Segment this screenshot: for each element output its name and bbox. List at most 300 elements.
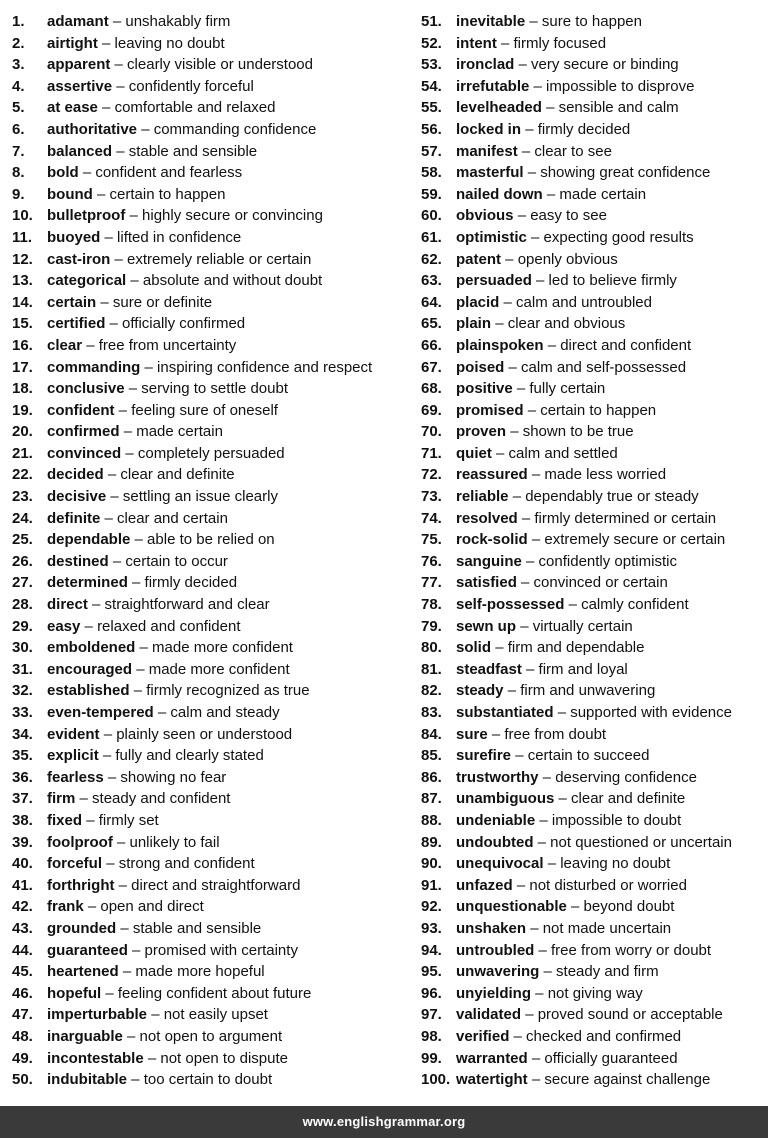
entry-number: 76. xyxy=(421,552,442,570)
entry-term: categorical xyxy=(47,272,127,290)
entry-term: resolved xyxy=(456,509,518,527)
entry-separator: – xyxy=(558,790,567,808)
entry-text xyxy=(47,551,228,573)
entry-definition: leaving no doubt xyxy=(114,34,225,52)
entry-number: 39. xyxy=(12,833,33,851)
entry-term: bound xyxy=(47,185,93,203)
word-entry xyxy=(12,33,408,55)
entry-separator: – xyxy=(543,963,552,981)
entry-text xyxy=(456,680,655,702)
entry-separator: – xyxy=(536,272,545,290)
entry-separator: – xyxy=(526,552,535,570)
word-entry xyxy=(421,875,766,897)
entry-term: obvious xyxy=(456,207,514,225)
word-entry xyxy=(421,637,766,659)
entry-term: optimistic xyxy=(456,228,527,246)
entry-definition: firm and unwavering xyxy=(520,682,656,700)
word-entry xyxy=(421,1004,766,1026)
word-entry xyxy=(421,616,766,638)
entry-number: 79. xyxy=(421,617,442,635)
entry-term: unwavering xyxy=(456,963,540,981)
entry-term: heartened xyxy=(47,963,119,981)
entry-term: foolproof xyxy=(47,833,113,851)
entry-number: 73. xyxy=(421,488,442,506)
entry-term: authoritative xyxy=(47,120,138,138)
entry-text xyxy=(47,54,313,76)
entry-term: cast-iron xyxy=(47,250,111,268)
entry-number: 14. xyxy=(12,293,33,311)
entry-separator: – xyxy=(147,1049,157,1067)
entry-definition: showing great confidence xyxy=(540,164,711,182)
entry-separator: – xyxy=(495,315,504,333)
entry-number: 40. xyxy=(12,855,33,873)
entry-term: clear xyxy=(47,336,83,354)
entry-number: 93. xyxy=(421,919,442,937)
entry-text xyxy=(47,940,298,962)
entry-term: intent xyxy=(456,34,497,52)
word-entry xyxy=(12,680,408,702)
entry-separator: – xyxy=(533,77,542,95)
entry-number: 9. xyxy=(12,185,25,203)
entry-text xyxy=(456,702,732,724)
word-entry xyxy=(12,1069,408,1091)
word-entry xyxy=(12,76,408,98)
entry-number: 72. xyxy=(421,466,442,484)
entry-term: verified xyxy=(456,1027,510,1045)
entry-definition: expecting good results xyxy=(543,228,694,246)
entry-separator: – xyxy=(157,704,167,721)
entry-term: forthright xyxy=(47,876,115,894)
entry-definition: serving to settle doubt xyxy=(141,380,288,398)
entry-separator: – xyxy=(151,1006,160,1024)
word-entry xyxy=(421,1026,766,1048)
word-entry xyxy=(12,810,408,832)
word-entry xyxy=(12,270,408,292)
entry-separator: – xyxy=(84,617,93,635)
entry-text xyxy=(47,896,204,918)
entry-term: decided xyxy=(47,466,104,484)
entry-definition: clear and definite xyxy=(120,466,235,484)
entry-definition: too certain to doubt xyxy=(143,1071,273,1089)
entry-definition: inspiring confidence and respect xyxy=(157,358,373,376)
entry-definition: certain to succeed xyxy=(527,747,650,765)
entry-text xyxy=(47,961,265,983)
entry-definition: firmly decided xyxy=(144,574,238,592)
entry-term: bold xyxy=(47,164,79,182)
entry-number: 13. xyxy=(12,272,33,290)
entry-term: ironclad xyxy=(456,56,515,74)
entry-text xyxy=(456,918,671,940)
word-entry xyxy=(12,896,408,918)
entry-separator: – xyxy=(525,120,534,138)
entry-definition: calm and steady xyxy=(170,704,280,721)
word-entry xyxy=(421,853,766,875)
entry-term: apparent xyxy=(47,56,111,74)
entry-separator: – xyxy=(129,207,138,225)
entry-number: 32. xyxy=(12,682,33,700)
entry-text xyxy=(47,162,242,184)
word-entry xyxy=(421,54,766,76)
entry-term: even-tempered xyxy=(47,704,154,721)
word-entry xyxy=(12,572,408,594)
entry-separator: – xyxy=(525,1006,534,1024)
entry-term: manifest xyxy=(456,142,518,160)
entry-separator: – xyxy=(141,120,150,138)
entry-separator: – xyxy=(510,423,519,441)
entry-term: assertive xyxy=(47,77,113,95)
word-entry xyxy=(12,745,408,767)
entry-term: steadfast xyxy=(456,660,522,678)
entry-definition: free from worry or doubt xyxy=(551,941,712,959)
entry-separator: – xyxy=(123,423,133,441)
entry-term: substantiated xyxy=(456,704,554,721)
entry-separator: – xyxy=(125,444,134,462)
entry-number: 10. xyxy=(12,207,33,225)
word-entry xyxy=(421,680,766,702)
entry-definition: steady and confident xyxy=(92,790,231,808)
word-entry xyxy=(12,335,408,357)
entry-definition: sure to happen xyxy=(541,13,642,30)
entry-term: emboldened xyxy=(47,639,136,657)
word-entry xyxy=(12,788,408,810)
word-entry xyxy=(12,97,408,119)
entry-term: masterful xyxy=(456,164,524,182)
entry-text xyxy=(47,141,257,163)
word-entry xyxy=(421,983,766,1005)
entry-text xyxy=(456,529,725,551)
entry-number: 95. xyxy=(421,963,442,981)
entry-term: promised xyxy=(456,401,524,419)
word-entry xyxy=(421,357,766,379)
entry-number: 89. xyxy=(421,833,442,851)
entry-separator: – xyxy=(110,488,119,506)
entry-term: watertight xyxy=(456,1071,528,1089)
word-entry xyxy=(421,11,766,33)
entry-number: 46. xyxy=(12,984,33,1002)
entry-term: firm xyxy=(47,790,76,808)
entry-separator: – xyxy=(512,488,522,506)
entry-definition: free from doubt xyxy=(504,725,607,743)
entry-separator: – xyxy=(116,833,126,851)
entry-number: 91. xyxy=(421,876,442,894)
entry-number: 56. xyxy=(421,120,442,138)
entry-text xyxy=(456,421,634,443)
entry-term: unshaken xyxy=(456,919,527,937)
entry-term: trustworthy xyxy=(456,768,539,786)
entry-number: 98. xyxy=(421,1027,442,1045)
entry-text xyxy=(47,659,290,681)
entry-definition: straightforward and clear xyxy=(104,596,270,614)
entry-number: 11. xyxy=(12,228,33,246)
word-entry xyxy=(421,832,766,854)
word-entry xyxy=(421,659,766,681)
entry-number: 44. xyxy=(12,941,33,959)
word-entry xyxy=(421,33,766,55)
entry-number: 81. xyxy=(421,660,442,678)
entry-text xyxy=(47,400,278,422)
entry-definition: unshakably firm xyxy=(125,13,231,30)
entry-text xyxy=(456,464,666,486)
entry-text xyxy=(47,572,237,594)
entry-definition: secure against challenge xyxy=(544,1071,711,1089)
entry-term: bulletproof xyxy=(47,207,126,225)
word-entry xyxy=(421,551,766,573)
entry-definition: openly obvious xyxy=(517,250,618,268)
entry-text xyxy=(47,853,255,875)
entry-term: imperturbable xyxy=(47,1006,148,1024)
entry-text xyxy=(456,378,605,400)
entry-definition: unlikely to fail xyxy=(129,833,220,851)
word-entry xyxy=(421,788,766,810)
word-entry xyxy=(12,724,408,746)
entry-separator: – xyxy=(139,639,148,657)
entry-term: definite xyxy=(47,509,101,527)
entry-separator: – xyxy=(116,142,125,160)
entry-definition: leaving no doubt xyxy=(560,855,671,873)
word-entry xyxy=(12,767,408,789)
entry-number: 96. xyxy=(421,984,442,1002)
entry-text xyxy=(456,659,628,681)
entry-separator: – xyxy=(120,919,129,937)
word-entry xyxy=(12,875,408,897)
entry-definition: direct and straightforward xyxy=(131,876,301,894)
entry-separator: – xyxy=(521,509,531,527)
entry-separator: – xyxy=(529,13,538,30)
entry-term: incontestable xyxy=(47,1049,144,1067)
entry-separator: – xyxy=(521,574,530,592)
entry-term: levelheaded xyxy=(456,99,542,117)
word-entry xyxy=(421,745,766,767)
entry-separator: – xyxy=(102,747,112,765)
entry-term: poised xyxy=(456,358,505,376)
entry-text xyxy=(47,486,278,508)
entry-separator: – xyxy=(130,272,139,290)
entry-number: 92. xyxy=(421,898,442,916)
entry-definition: not disturbed or worried xyxy=(529,876,687,894)
entry-number: 77. xyxy=(421,574,442,592)
entry-definition: stable and sensible xyxy=(128,142,258,160)
entry-number: 41. xyxy=(12,876,33,894)
word-entry xyxy=(421,1048,766,1070)
entry-definition: firm and dependable xyxy=(507,639,645,657)
entry-number: 86. xyxy=(421,768,442,786)
entry-number: 43. xyxy=(12,919,33,937)
entry-separator: – xyxy=(79,790,88,808)
word-entry xyxy=(421,508,766,530)
entry-text xyxy=(47,97,276,119)
entry-separator: – xyxy=(134,531,143,549)
entry-separator: – xyxy=(538,941,547,959)
entry-term: sewn up xyxy=(456,617,517,635)
entry-separator: – xyxy=(92,596,101,614)
entry-separator: – xyxy=(105,984,114,1002)
entry-text xyxy=(47,529,275,551)
entry-text xyxy=(456,767,697,789)
entry-term: certified xyxy=(47,315,106,333)
entry-number: 28. xyxy=(12,596,33,614)
word-entry xyxy=(421,270,766,292)
entry-separator: – xyxy=(109,315,118,333)
word-entry xyxy=(12,529,408,551)
entry-separator: – xyxy=(114,56,123,74)
word-entry xyxy=(12,400,408,422)
entry-text xyxy=(47,1004,268,1026)
entry-separator: – xyxy=(547,855,557,873)
entry-term: conclusive xyxy=(47,380,125,398)
entry-term: easy xyxy=(47,617,81,635)
entry-text xyxy=(47,983,311,1005)
entry-separator: – xyxy=(530,919,539,937)
entry-definition: showing no fear xyxy=(120,768,227,786)
entry-text xyxy=(456,616,633,638)
entry-separator: – xyxy=(518,56,527,74)
entry-number: 65. xyxy=(421,315,442,333)
entry-separator: – xyxy=(496,444,505,462)
entry-separator: – xyxy=(127,1027,136,1045)
word-entry xyxy=(12,141,408,163)
entry-separator: – xyxy=(106,855,115,873)
entry-number: 62. xyxy=(421,250,442,268)
entry-text xyxy=(47,33,225,55)
word-entry xyxy=(12,616,408,638)
entry-definition: clear and obvious xyxy=(507,315,626,333)
entry-definition: comfortable and relaxed xyxy=(114,99,276,117)
word-entry xyxy=(421,421,766,443)
entry-separator: – xyxy=(102,99,111,117)
entry-number: 64. xyxy=(421,293,442,311)
entry-separator: – xyxy=(501,34,510,52)
entry-number: 88. xyxy=(421,811,442,829)
entry-number: 20. xyxy=(12,423,33,441)
entry-separator: – xyxy=(517,207,527,225)
entry-separator: – xyxy=(86,811,95,829)
entry-number: 80. xyxy=(421,639,442,657)
word-entry xyxy=(421,76,766,98)
word-entry xyxy=(12,702,408,724)
entry-definition: stable and sensible xyxy=(132,919,262,937)
entry-text xyxy=(47,76,254,98)
entry-term: sure xyxy=(456,725,488,743)
entry-number: 83. xyxy=(421,704,442,721)
footer-website-url: www.englishgrammar.org xyxy=(302,1114,466,1129)
entry-separator: – xyxy=(535,984,544,1002)
entry-number: 53. xyxy=(421,56,442,74)
entry-term: plainspoken xyxy=(456,336,544,354)
entry-text xyxy=(47,594,270,616)
entry-text xyxy=(456,875,687,897)
entry-text xyxy=(47,378,288,400)
entry-text xyxy=(456,335,691,357)
entry-term: steady xyxy=(456,682,504,700)
entry-text xyxy=(47,205,323,227)
entry-definition: lifted in confidence xyxy=(117,228,242,246)
entry-number: 52. xyxy=(421,34,442,52)
entry-text xyxy=(456,853,670,875)
word-entry xyxy=(12,464,408,486)
entry-definition: convinced or certain xyxy=(533,574,668,592)
entry-separator: – xyxy=(527,401,537,419)
entry-text xyxy=(456,594,689,616)
word-entry xyxy=(421,249,766,271)
word-entry xyxy=(421,443,766,465)
entry-text xyxy=(456,33,606,55)
entry-definition: officially guaranteed xyxy=(544,1049,678,1067)
entry-term: indubitable xyxy=(47,1071,127,1089)
entry-separator: – xyxy=(104,509,113,527)
entry-text xyxy=(47,810,159,832)
entry-term: satisfied xyxy=(456,574,517,592)
entry-term: decisive xyxy=(47,488,107,506)
entry-term: unequivocal xyxy=(456,855,544,873)
entry-separator: – xyxy=(131,1071,140,1089)
word-entry xyxy=(12,961,408,983)
entry-definition: made less worried xyxy=(544,466,667,484)
entry-number: 97. xyxy=(421,1006,442,1024)
entry-definition: certain to happen xyxy=(540,401,657,419)
entry-number: 61. xyxy=(421,228,442,246)
entry-text xyxy=(456,551,677,573)
entry-text xyxy=(456,832,732,854)
entry-definition: able to be relied on xyxy=(147,531,275,549)
entry-definition: calm and settled xyxy=(508,444,618,462)
entry-text xyxy=(456,1026,681,1048)
entry-number: 21. xyxy=(12,444,33,462)
entry-separator: – xyxy=(132,574,141,592)
entry-term: evident xyxy=(47,725,100,743)
entry-term: surefire xyxy=(456,747,512,765)
entry-number: 45. xyxy=(12,963,33,981)
entry-definition: impossible to doubt xyxy=(551,811,682,829)
entry-separator: – xyxy=(144,358,153,376)
entry-text xyxy=(456,141,612,163)
entry-definition: firmly recognized as true xyxy=(146,682,310,700)
entry-term: direct xyxy=(47,596,88,614)
entry-term: fearless xyxy=(47,768,104,786)
entry-separator: – xyxy=(537,833,546,851)
entry-number: 63. xyxy=(421,272,442,290)
entry-number: 4. xyxy=(12,77,25,95)
entry-definition: firmly decided xyxy=(537,120,631,138)
entry-separator: – xyxy=(97,185,106,203)
entry-term: undoubted xyxy=(456,833,534,851)
entry-definition: not giving way xyxy=(547,984,643,1002)
entry-number: 67. xyxy=(421,358,442,376)
entry-definition: deserving confidence xyxy=(555,768,697,786)
word-entry xyxy=(12,184,408,206)
entry-number: 27. xyxy=(12,574,33,592)
entry-term: airtight xyxy=(47,34,98,52)
entry-separator: – xyxy=(515,747,524,765)
entry-separator: – xyxy=(521,142,531,160)
word-entry xyxy=(421,184,766,206)
entry-definition: not made uncertain xyxy=(542,919,672,937)
entry-text xyxy=(456,508,716,530)
entry-separator: – xyxy=(568,596,577,614)
entry-number: 29. xyxy=(12,617,33,635)
entry-number: 15. xyxy=(12,315,33,333)
word-entry xyxy=(421,313,766,335)
entry-number: 42. xyxy=(12,898,33,916)
entry-separator: – xyxy=(102,34,111,52)
entry-number: 34. xyxy=(12,725,33,743)
entry-separator: – xyxy=(104,228,113,246)
entry-definition: confidently optimistic xyxy=(538,552,677,570)
entry-definition: led to believe firmly xyxy=(548,272,677,290)
entry-separator: – xyxy=(526,660,535,678)
entry-term: confident xyxy=(47,401,115,419)
entry-definition: certain to occur xyxy=(125,552,228,570)
entry-text xyxy=(47,335,236,357)
